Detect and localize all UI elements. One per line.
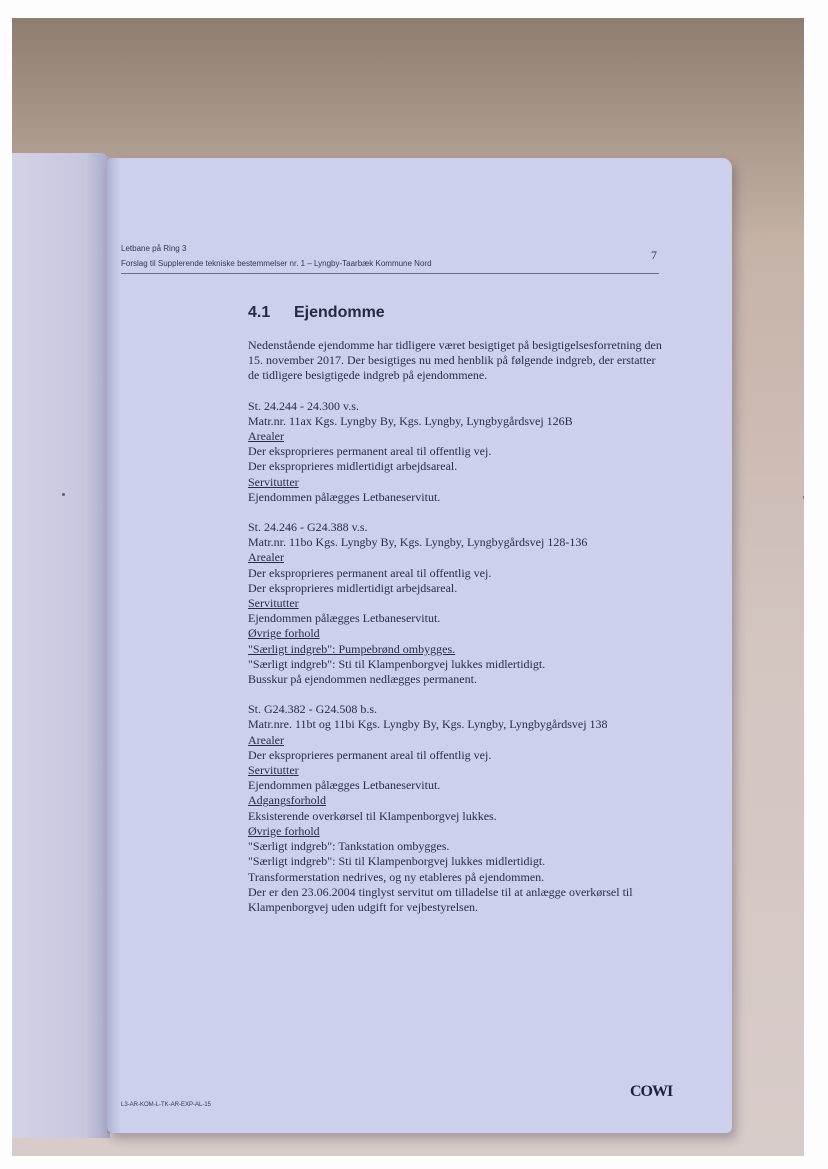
subheading-line: "Særligt indgreb": Pumpebrønd ombygges. [248,641,456,656]
text-line: Transformerstation nedrives, og ny etableres på ejendommen. [248,869,545,884]
text-line: Ejendommen pålægges Letbaneservitut. [248,611,441,626]
header-divider [121,273,659,274]
running-header-subtitle: Forslag til Supplerende tekniske bestemmelser nr. 1 – Lyngby-Taarbæk Kommune Nord [121,259,432,268]
scan-speck [62,493,65,496]
text-line: Eksisterende overkørsel til Klampenborgvej lukkes. [248,808,497,823]
document-code: L3-AR-KOM-L-TK-AR-EXP-AL-15 [121,1102,212,1108]
text-line: Matr.nr. 11bo Kgs. Lyngby By, Kgs. Lyngby, Lyngbygårdsvej 128-136 [248,535,588,550]
subheading-line: Øvrige forhold [248,626,320,641]
subheading-line: Adgangsforhold [248,793,326,808]
subheading-line: Servitutter [248,474,299,489]
property-block [248,702,668,915]
page-number: 7 [651,248,657,262]
text-line: "Særligt indgreb": Tankstation ombygges. [248,839,450,854]
text-line: St. 24.244 - 24.300 v.s. [248,398,359,413]
intro-paragraph: Nedenstående ejendomme har tidligere været besigtiget på besigtigelsesforretning den 15. november 2017. Der besigtiges nu med henblik på følgende indgreb, der erstatter de tidligere besigtigede indgreb på ejendommene. [248,338,662,383]
text-line: "Særligt indgreb": Sti til Klampenborgvej lukkes midlertidigt. [248,854,546,869]
running-header-project: Letbane på Ring 3 [121,244,187,253]
text-line: St. G24.382 - G24.508 b.s. [248,702,378,717]
text-line: Matr.nr. 11ax Kgs. Lyngby By, Kgs. Lyngby, Lyngbygårdsvej 126B [248,413,573,428]
subheading-line: Arealer [248,550,284,565]
text-line: Der eksproprieres permanent areal til offentlig vej. [248,444,492,459]
text-line: Matr.nre. 11bt og 11bi Kgs. Lyngby By, Kgs. Lyngby, Lyngbygårdsvej 138 [248,717,608,732]
subheading-line: Øvrige forhold [248,823,320,838]
section-heading [248,304,385,322]
section-number: 4.1 [248,304,271,321]
text-line: Der er den 23.06.2004 tinglyst servitut om tilladelse til at anlægge overkørsel til Klampenborgvej uden udgift for vejbestyrelsen. [248,884,633,914]
text-line: Ejendommen pålægges Letbaneservitut. [248,778,441,793]
text-line: "Særligt indgreb": Sti til Klampenborgvej lukkes midlertidigt. [248,656,546,671]
text-line: St. 24.246 - G24.388 v.s. [248,520,368,535]
facing-page [12,153,110,1138]
subheading-line: Servitutter [248,763,299,778]
subheading-line: Arealer [248,732,284,747]
subheading-line: Servitutter [248,596,299,611]
document-photo [12,18,804,1156]
subheading-line: Arealer [248,429,284,444]
text-line: Ejendommen pålægges Letbaneservitut. [248,489,441,504]
text-line: Der eksproprieres midlertidigt arbejdsareal. [248,459,458,474]
document-page [107,158,732,1133]
section-title: Ejendomme [294,304,385,321]
cowi-logo: COWI [630,1083,673,1100]
text-line: Busskur på ejendommen nedlægges permanent. [248,672,477,687]
property-block [248,399,668,505]
section-body [248,338,668,915]
property-block [248,520,668,687]
property-list [248,399,668,916]
text-line: Der eksproprieres permanent areal til offentlig vej. [248,565,492,580]
text-line: Der eksproprieres permanent areal til offentlig vej. [248,747,492,762]
page-gutter-shadow [107,158,121,1133]
text-line: Der eksproprieres midlertidigt arbejdsareal. [248,580,458,595]
scan-speck [803,496,804,499]
